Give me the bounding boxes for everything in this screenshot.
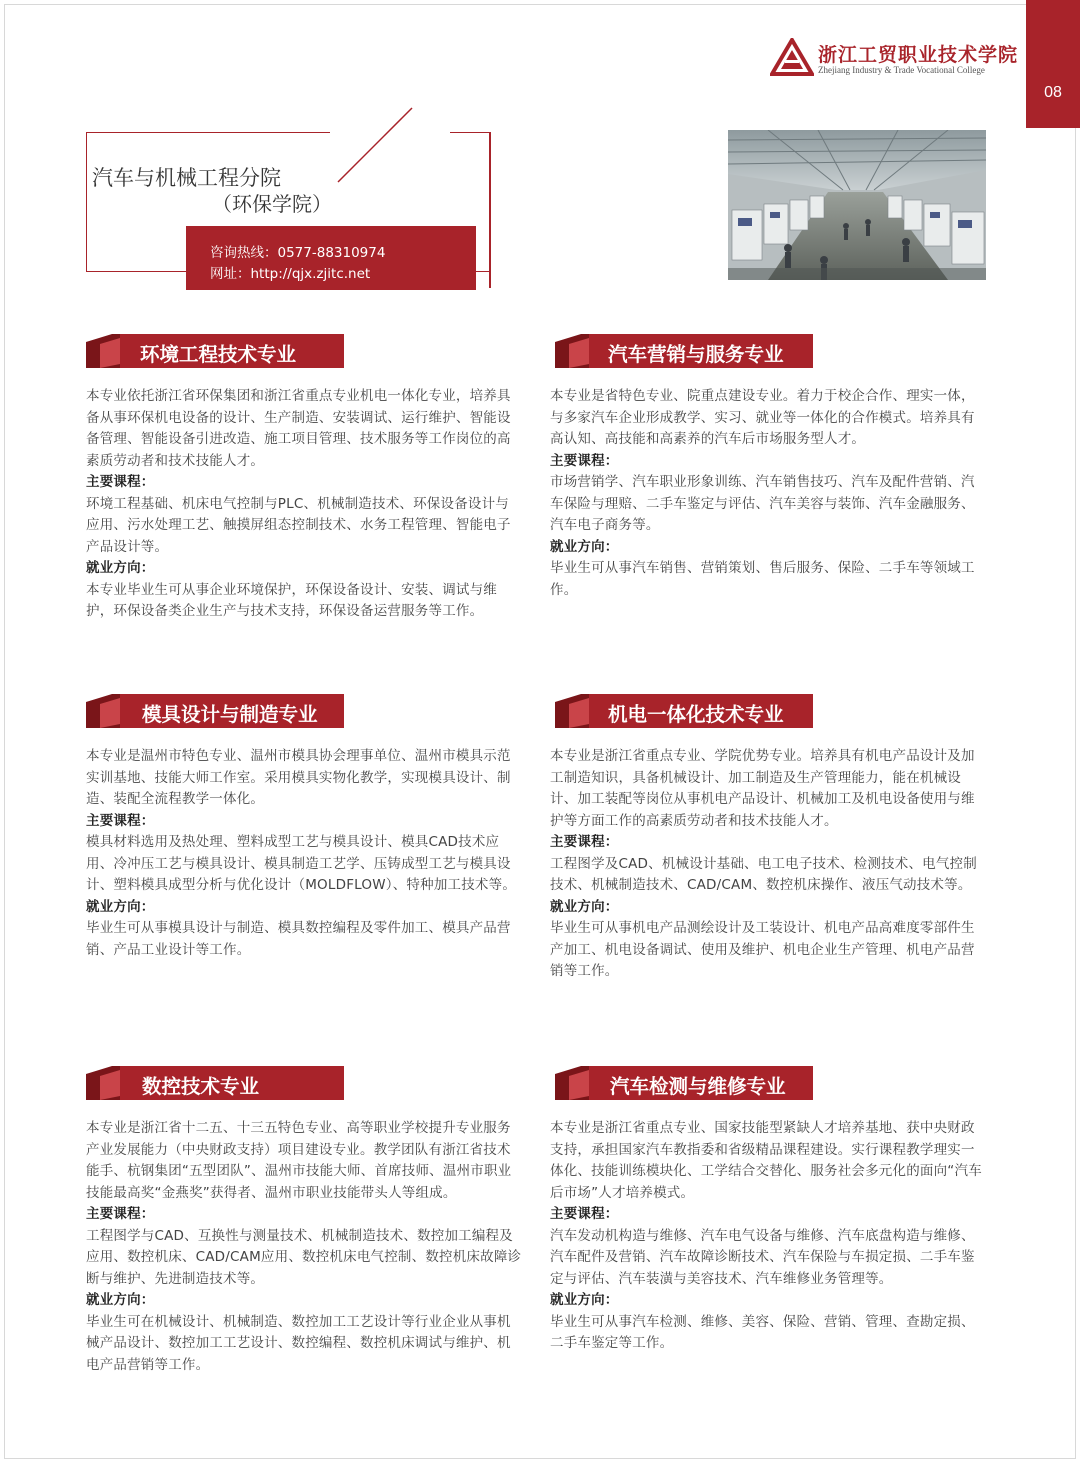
section-careers: 毕业生可在机械设计、机械制造、数控加工工艺设计等行业企业从事机械产品设计、数控加工工艺设计、数控编程、数控机床调试与维护、机电产品营销等工作。	[86, 1313, 511, 1373]
section-careers: 毕业生可从事模具设计与制造、模具数控编程及零件加工、模具产品营销、产品工业设计等工作。	[86, 920, 511, 958]
section-careers: 毕业生可从事汽车检测、维修、美容、保险、营销、管理、查勘定损、二手车鉴定等工作。	[550, 1313, 975, 1351]
section-intro: 本专业是浙江省重点专业、国家技能型紧缺人才培养基地、获中央财政支持，承担国家汽车教指委和省级精品课程建设。实行课程教学理实一体化、技能训练模块化、工学结合交替化、服务社会多元化的面向“汽车后市场”人才培养模式。	[550, 1120, 982, 1201]
section-title: 汽车营销与服务专业	[608, 343, 784, 366]
section-courses: 市场营销学、汽车职业形象训练、汽车销售技巧、汽车及配件营销、汽车保险与理赔、二手车鉴定与评估、汽车美容与装饰、汽车金融服务、汽车电子商务等。	[550, 474, 975, 533]
section-auto-maintenance	[550, 1066, 988, 1355]
careers-label: 就业方向：	[550, 898, 619, 915]
section-intro: 本专业是温州市特色专业、温州市模具协会理事单位、温州市模具示范实训基地、技能大师工作室。采用模具实物化教学，实现模具设计、制造、装配全流程教学一体化。	[86, 748, 511, 807]
careers-label: 就业方向：	[86, 1292, 155, 1308]
courses-label: 主要课程：	[86, 1206, 155, 1222]
section-title: 数控技术专业	[142, 1075, 260, 1098]
section-courses: 模具材料选用及热处理、塑料成型工艺与模具设计、模具CAD技术应用、冷冲压工艺与模具设计、模具制造工艺学、压铸成型工艺与模具设计、塑料模具成型分析与优化设计（MOLDFLOW）、特种加工技术等。	[86, 834, 517, 893]
section-auto-marketing	[550, 334, 988, 601]
section-mechatronics	[550, 694, 988, 983]
school-name-cn: 浙江工贸职业技术学院	[818, 44, 1019, 66]
courses-label: 主要课程：	[86, 812, 155, 829]
section-header	[550, 1066, 988, 1102]
section-courses: 环境工程基础、机床电气控制与PLC、机械制造技术、环保设备设计与应用、污水处理工艺、触摸屏组态控制技术、水务工程管理、智能电子产品设计等。	[86, 495, 511, 555]
section-courses: 汽车发动机构造与维修、汽车电气设备与维修、汽车底盘构造与维修、汽车配件及营销、汽车故障诊断技术、汽车保险与车损定损、二手车鉴定与评估、汽车装潢与美容技术、汽车维修业务管理等。	[550, 1227, 975, 1287]
section-courses: 工程图学与CAD、互换性与测量技术、机械制造技术、数控加工编程及应用、数控机床、CAD/CAM应用、数控机床电气控制、数控机床故障诊断与维护、先进制造技术等。	[86, 1227, 522, 1287]
contact-box	[186, 226, 476, 290]
section-intro: 本专业是省特色专业、院重点建设专业。着力于校企合作、理实一体，与多家汽车企业形成教学、实习、就业等一体化的合作模式。培养具有高认知、高技能和高素养的汽车后市场服务型人才。	[550, 388, 975, 447]
department-frame-edge	[489, 132, 491, 288]
section-careers: 毕业生可从事机电产品测绘设计及工装设计、机电产品高难度零部件生产加工、机电设备调试、使用及维护、机电企业生产管理、机电产品营销等工作。	[550, 920, 975, 979]
section-cnc-technology	[86, 1066, 522, 1376]
section-header	[550, 694, 988, 730]
page-number-tab	[1026, 0, 1080, 128]
workshop-photo	[728, 130, 986, 280]
careers-label: 就业方向：	[550, 1292, 619, 1308]
decorative-slash	[320, 100, 430, 200]
school-name-en: Zhejiang Industry & Trade Vocational College	[818, 65, 985, 75]
section-careers: 本专业毕业生可从事企业环境保护，环保设备设计、安装、调试与维护，环保设备类企业生产与技术支持，环保设备运营服务等工作。	[86, 581, 497, 619]
section-intro: 本专业是浙江省重点专业、学院优势专业。培养具有机电产品设计及加工制造知识，具备机械设计、加工制造及生产管理能力，能在机械设计、加工装配等岗位从事机电产品设计、机械加工及机电设备使用与维护等方面工作的高素质劳动者和技术技能人才。	[550, 748, 975, 829]
section-title: 环境工程技术专业	[140, 343, 297, 366]
contact-hotline: 咨询热线：0577-88310974	[210, 245, 386, 261]
courses-label: 主要课程：	[550, 452, 619, 469]
section-header	[86, 694, 522, 730]
section-careers: 毕业生可从事汽车销售、营销策划、售后服务、保险、二手车等领域工作。	[550, 560, 975, 598]
courses-label: 主要课程：	[86, 474, 155, 490]
section-header	[86, 334, 522, 370]
section-title: 机电一体化技术专业	[608, 703, 784, 726]
section-intro: 本专业依托浙江省环保集团和浙江省重点专业机电一体化专业，培养具备从事环保机电设备的设计、生产制造、安装调试、运行维护、智能设备管理、智能设备引进改造、施工项目管理、技术服务等工作岗位的高素质劳动者和技术技能人才。	[86, 388, 511, 469]
careers-label: 就业方向：	[550, 538, 619, 555]
department-subtitle: （环保学院）	[212, 192, 332, 216]
careers-label: 就业方向：	[86, 898, 155, 915]
section-courses: 工程图学及CAD、机械设计基础、电工电子技术、检测技术、电气控制技术、机械制造技术、CAD/CAM、数控机床操作、液压气动技术等。	[550, 855, 977, 893]
careers-label: 就业方向：	[86, 560, 155, 576]
courses-label: 主要课程：	[550, 834, 619, 850]
section-intro: 本专业是浙江省十二五、十三五特色专业、高等职业学校提升专业服务产业发展能力（中央财政支持）项目建设专业。教学团队有浙江省技术能手、杭钢集团“五型团队”、温州市技能大师、首席技师、温州市职业技能最高奖“金燕奖”获得者、温州市职业技能带头人等组成。	[86, 1120, 512, 1201]
contact-website[interactable]: 网址：http://qjx.zjitc.net	[210, 266, 371, 282]
section-header	[550, 334, 988, 370]
school-logo	[770, 38, 1020, 80]
section-title: 模具设计与制造专业	[142, 703, 318, 726]
section-title: 汽车检测与维修专业	[610, 1075, 786, 1098]
courses-label: 主要课程：	[550, 1206, 619, 1222]
school-emblem-icon	[770, 38, 814, 76]
department-title: 汽车与机械工程分院	[92, 166, 281, 190]
section-mold-design	[86, 694, 522, 961]
page-number: 08	[1044, 84, 1062, 101]
section-environmental-engineering	[86, 334, 522, 623]
section-header	[86, 1066, 522, 1102]
